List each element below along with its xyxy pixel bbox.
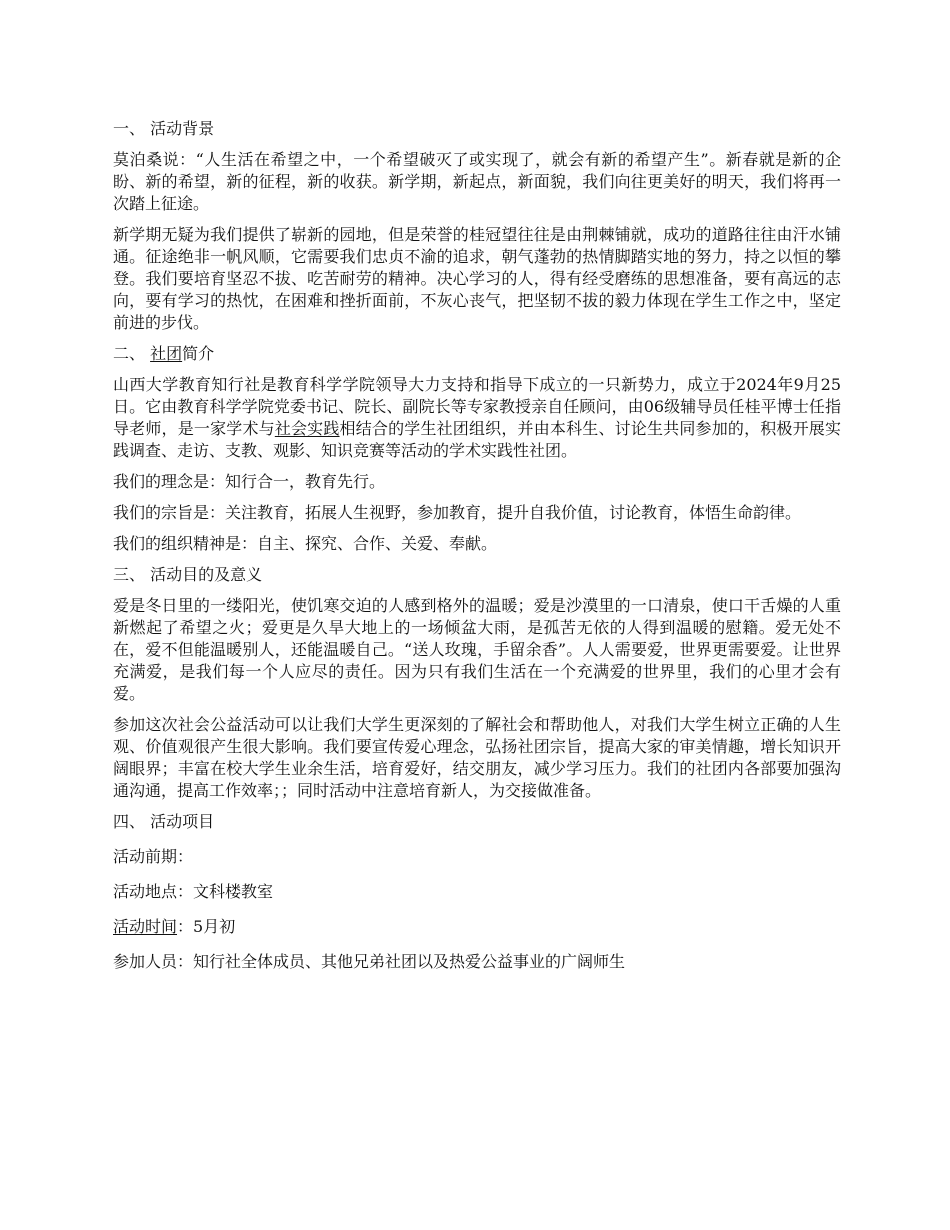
heading-suffix: 简介 bbox=[182, 344, 215, 363]
paragraph: 爱是冬日里的一缕阳光，使饥寒交迫的人感到格外的温暖；爱是沙漠里的一口清泉，使口干舌燥的人重新燃起了希望之火；爱更是久旱大地上的一场倾盆大雨，是孤苦无依的人得到温暖的慰籍。爱无处不在，爱不但能温暖别人，还能温暖自己。“送人玫瑰，手留余香”。人人需要爱，世界更需要爱。让世界充满爱，是我们每一个人应尽的责任。因为只有我们生活在一个充满爱的世界里，我们的心里才会有爱。 bbox=[113, 596, 841, 703]
section-heading-projects: 四、 活动项目 bbox=[113, 812, 215, 831]
paragraph-text: 山西大学教育知行社是教育科学学院领导大力支持和指导下成立的一只新势力，成立于2024年9月25日。它由教育科学学院党委书记、院长、副院长等专家教授亲自任顾问，由06级辅导员任桂平博士任指导老师，是一家学术与 bbox=[113, 375, 841, 438]
paragraph: 我们的宗旨是：关注教育，拓展人生视野，参加教育，提升自我价值，讨论教育，体悟生命韵律。 bbox=[113, 503, 802, 522]
activity-time bbox=[113, 916, 841, 938]
paragraph: 我们的组织精神是：自主、探究、合作、关爱、奉献。 bbox=[113, 534, 498, 553]
paragraph: 新学期无疑为我们提供了崭新的园地，但是荣誉的桂冠望往往是由荆棘铺就，成功的道路往往由汗水铺通。征途绝非一帆风顺，它需要我们忠贞不渝的追求，朝气蓬勃的热情脚踏实地的努力，持之以恒的攀登。我们要培育坚忍不拔、吃苦耐劳的精神。决心学习的人，得有经受磨练的思想准备，要有高远的志向，要有学习的热忱，在困难和挫折面前，不灰心丧气，把坚韧不拔的毅力体现在学生工作之中，坚定前进的步伐。 bbox=[113, 225, 841, 332]
section-heading-background: 一、 活动背景 bbox=[113, 119, 215, 138]
activity-pre-stage: 活动前期： bbox=[113, 847, 194, 866]
section-heading-club-intro bbox=[113, 343, 841, 365]
club-link[interactable]: 社团 bbox=[150, 344, 183, 363]
paragraph-text: 相结合的学生社团组织，并由本科生、讨论生共同参加的，积极开展实践调查、走访、支教、观影、知识竞赛等活动的学术实践性社团。 bbox=[113, 419, 841, 460]
heading-prefix: 二、 bbox=[113, 344, 151, 363]
activity-location: 活动地点：文科楼教室 bbox=[113, 882, 274, 901]
section-heading-purpose: 三、 活动目的及意义 bbox=[113, 565, 263, 584]
activity-participants: 参加人员：知行社全体成员、其他兄弟社团以及热爱公益事业的广阔师生 bbox=[113, 952, 626, 971]
paragraph: 参加这次社会公益活动可以让我们大学生更深刻的了解社会和帮助他人，对我们大学生树立正确的人生观、价值观很产生很大影响。我们要宣传爱心理念，弘扬社团宗旨，提高大家的审美情趣，增长知识开阔眼界；丰富在校大学生业余生活，培育爱好，结交朋友，减少学习压力。我们的社团内各部要加强沟通沟通，提高工作效率；；同时活动中注意培育新人，为交接做准备。 bbox=[113, 715, 841, 800]
activity-time-link[interactable]: 活动时间 bbox=[113, 917, 178, 936]
document-page bbox=[113, 118, 841, 986]
paragraph: 我们的理念是：知行合一，教育先行。 bbox=[113, 472, 386, 491]
activity-time-value: ：5月初 bbox=[177, 917, 236, 936]
paragraph bbox=[113, 374, 841, 462]
paragraph: 莫泊桑说：“人生活在希望之中，一个希望破灭了或实现了，就会有新的希望产生”。新春就是新的企盼、新的希望，新的征程，新的收获。新学期，新起点，新面貌，我们向往更美好的明天，我们将再一次踏上征途。 bbox=[113, 150, 841, 213]
social-practice-link[interactable]: 社会实践 bbox=[274, 419, 340, 438]
